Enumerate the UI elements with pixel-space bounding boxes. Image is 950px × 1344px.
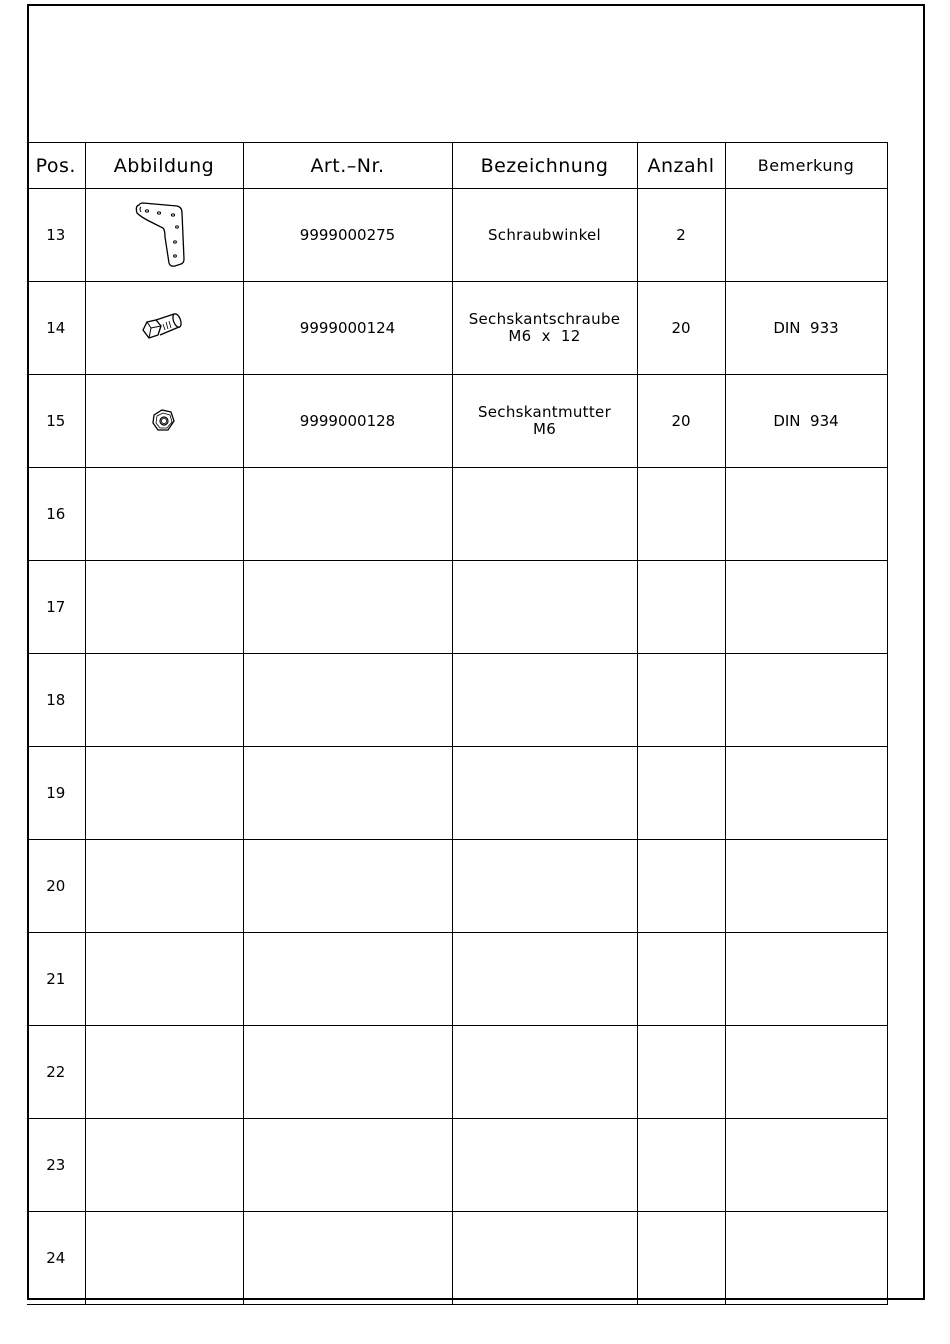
row-bemerkung [725,561,887,654]
row-image [85,1212,243,1305]
row-bemerkung [725,654,887,747]
parts-table [27,142,888,1305]
table-row [27,840,887,933]
row-anzahl [637,840,725,933]
row-anzahl [637,1026,725,1119]
row-bezeichnung [452,1026,637,1119]
row-image [85,282,243,375]
row-bemerkung [725,1026,887,1119]
row-anzahl [637,1212,725,1305]
row-image [85,933,243,1026]
row-bemerkung [725,1119,887,1212]
table-row [27,189,887,282]
row-bemerkung [725,1212,887,1305]
row-bezeichnung [452,1212,637,1305]
row-bezeichnung [452,561,637,654]
table-row [27,282,887,375]
row-anzahl [637,933,725,1026]
row-bemerkung [725,840,887,933]
row-anzahl: 20 [637,282,725,375]
header-pos: Pos. [27,143,85,189]
table-row [27,747,887,840]
row-anzahl [637,654,725,747]
row-bezeichnung [452,747,637,840]
header-art-nr: Art.–Nr. [243,143,452,189]
row-bezeichnung [452,189,637,282]
row-bezeichnung [452,468,637,561]
bezeichnung-line-2: M6 x 12 [508,327,581,345]
row-art-nr: 9999000128 [243,375,452,468]
bezeichnung-line-1: Sechskantschraube [468,310,621,328]
row-art-nr [243,933,452,1026]
table-row [27,654,887,747]
row-image [85,468,243,561]
table-row [27,375,887,468]
row-art-nr [243,561,452,654]
row-bemerkung [725,747,887,840]
row-art-nr [243,468,452,561]
row-bezeichnung [452,933,637,1026]
table-row [27,561,887,654]
row-art-nr: 9999000124 [243,282,452,375]
row-pos: 24 [27,1212,85,1305]
row-art-nr [243,840,452,933]
row-pos: 16 [27,468,85,561]
row-pos: 13 [27,189,85,282]
row-bezeichnung [452,654,637,747]
row-anzahl [637,468,725,561]
row-image [85,375,243,468]
row-bezeichnung [452,375,637,468]
row-art-nr [243,747,452,840]
table-row [27,468,887,561]
row-art-nr [243,1119,452,1212]
row-art-nr: 9999000275 [243,189,452,282]
row-image [85,747,243,840]
row-pos: 21 [27,933,85,1026]
table-row [27,1119,887,1212]
table-row [27,1026,887,1119]
bezeichnung-line-2: M6 [532,420,557,438]
row-anzahl: 20 [637,375,725,468]
bezeichnung-line-1: Sechskantmutter [477,403,612,421]
row-bemerkung [725,468,887,561]
row-pos: 14 [27,282,85,375]
row-image [85,1026,243,1119]
header-anzahl: Anzahl [637,143,725,189]
row-bezeichnung [452,1119,637,1212]
row-bezeichnung [452,840,637,933]
table-row [27,933,887,1026]
row-pos: 18 [27,654,85,747]
row-pos: 17 [27,561,85,654]
row-art-nr [243,654,452,747]
header-abbildung: Abbildung [85,143,243,189]
row-pos: 22 [27,1026,85,1119]
row-bemerkung [725,189,887,282]
angle-bracket-icon [129,197,199,273]
row-pos: 23 [27,1119,85,1212]
row-pos: 20 [27,840,85,933]
table-row [27,1212,887,1305]
row-art-nr [243,1026,452,1119]
row-image [85,654,243,747]
row-anzahl [637,561,725,654]
header-bemerkung: Bemerkung [725,143,887,189]
row-art-nr [243,1212,452,1305]
bezeichnung-line-1: Schraubwinkel [487,225,602,244]
hex-bolt-icon [139,308,189,348]
row-anzahl [637,1119,725,1212]
row-bemerkung: DIN 933 [725,282,887,375]
row-pos: 15 [27,375,85,468]
row-image [85,561,243,654]
row-image [85,1119,243,1212]
header-bezeichnung: Bezeichnung [452,143,637,189]
row-image [85,840,243,933]
row-image [85,189,243,282]
row-anzahl [637,747,725,840]
hex-nut-icon [148,405,180,437]
row-anzahl: 2 [637,189,725,282]
row-bezeichnung [452,282,637,375]
table-header-row [27,143,887,189]
row-bemerkung: DIN 934 [725,375,887,468]
row-pos: 19 [27,747,85,840]
row-bemerkung [725,933,887,1026]
